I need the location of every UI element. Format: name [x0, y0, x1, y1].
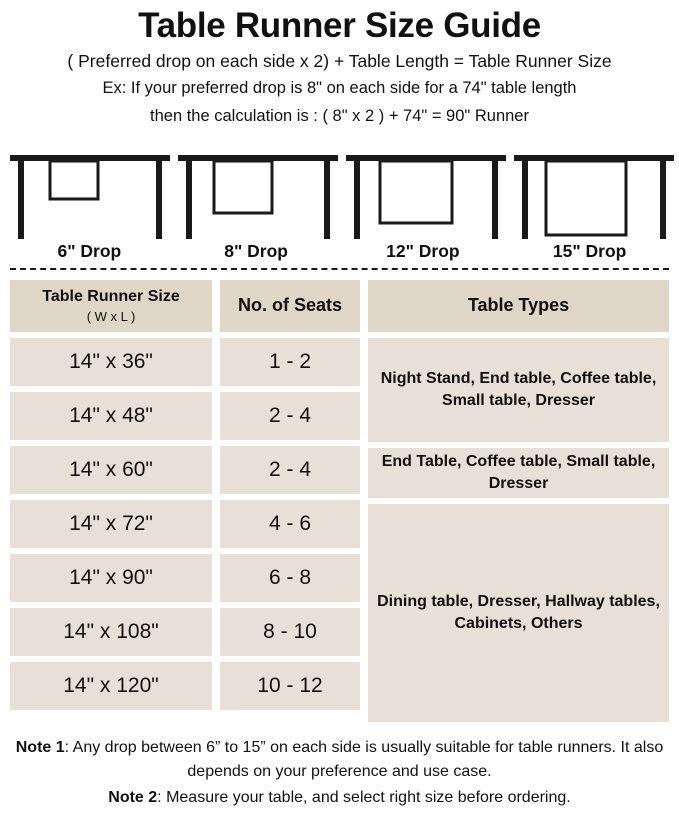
note-1-text: : Any drop between 6” to 15” on each side is usually suitable for table runners. It also depends on your preference and use case.	[64, 738, 664, 780]
header-table-types	[368, 280, 669, 332]
table-figure-12in	[342, 139, 510, 239]
header-table-types-label: Table Types	[467, 295, 570, 316]
drop-labels-row	[6, 241, 673, 268]
table-row: 8 - 10	[220, 608, 360, 656]
drop-label-6in: 6" Drop	[57, 240, 122, 261]
header-runner-size-sublabel: ( W x L )	[86, 308, 136, 324]
notes-section	[10, 736, 669, 810]
dashed-divider	[10, 268, 669, 270]
table-with-runner-icon	[6, 139, 174, 239]
table-with-runner-icon	[510, 139, 678, 239]
note-1	[10, 736, 669, 784]
header-runner-size-label: Table Runner Size	[42, 288, 180, 306]
size-table	[10, 280, 669, 728]
table-row: Dining table, Dresser, Hallway tables, Cabinets, Others	[368, 504, 669, 722]
table-row: 14" x 48"	[10, 392, 212, 440]
table-row: 2 - 4	[220, 446, 360, 494]
table-figure-8in	[174, 139, 342, 239]
table-row: 4 - 6	[220, 500, 360, 548]
drop-label-15in: 15" Drop	[552, 240, 627, 261]
table-row: 6 - 8	[220, 554, 360, 602]
table-row: 2 - 4	[220, 392, 360, 440]
column-table-types	[368, 280, 669, 728]
table-row: 14" x 90"	[10, 554, 212, 602]
example-line-2: then the calculation is : ( 8" x 2 ) + 74" = 90" Runner	[150, 106, 529, 125]
example-line-1: Ex: If your preferred drop is 8" on each side for a 74" table length	[102, 79, 577, 97]
table-row: 14" x 36"	[10, 338, 212, 386]
header-seats-label: No. of Seats	[237, 295, 343, 316]
formula-line: ( Preferred drop on each side x 2) + Table Length = Table Runner Size	[67, 51, 612, 72]
table-row: End Table, Coffee table, Small table, Dresser	[368, 448, 669, 498]
table-row: 14" x 72"	[10, 500, 212, 548]
table-with-runner-icon	[342, 139, 510, 239]
drop-label-12in: 12" Drop	[386, 240, 460, 261]
page-title: Table Runner Size Guide	[138, 6, 541, 45]
table-row: 14" x 120"	[10, 662, 212, 710]
header-seats	[220, 280, 360, 332]
note-2	[10, 786, 669, 810]
table-row: 1 - 2	[220, 338, 360, 386]
note-2-label: Note 2	[108, 788, 158, 806]
note-2-text: : Measure your table, and select right size before ordering.	[157, 788, 571, 806]
table-figure-15in	[510, 139, 678, 239]
table-row: 14" x 108"	[10, 608, 212, 656]
table-row: 14" x 60"	[10, 446, 212, 494]
table-row: 10 - 12	[220, 662, 360, 710]
drop-label-8in: 8" Drop	[224, 240, 288, 261]
table-figure-6in	[6, 139, 174, 239]
column-seats	[220, 280, 360, 728]
table-illustrations	[6, 139, 673, 239]
size-guide-infographic	[0, 6, 679, 832]
table-row: Night Stand, End table, Coffee table, Small table, Dresser	[368, 338, 669, 442]
note-1-label: Note 1	[15, 738, 65, 756]
table-with-runner-icon	[174, 139, 342, 239]
header-runner-size	[10, 280, 212, 332]
column-runner-size	[10, 280, 212, 728]
